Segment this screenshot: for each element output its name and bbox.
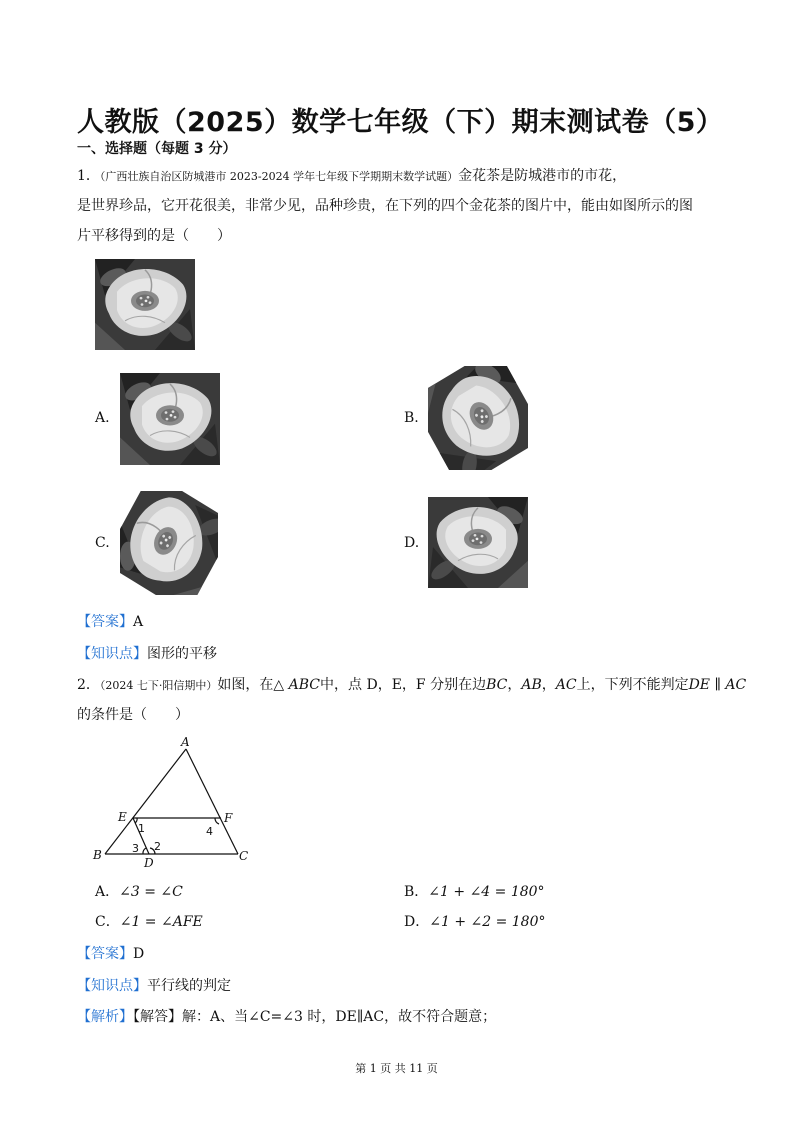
q2-option-a-label: A．: [95, 884, 120, 900]
angle-4-arc: [215, 818, 219, 824]
page-title: 人教版（2025）数学七年级（下）期末测试卷（5）: [77, 107, 724, 138]
q2-stem-text-b: 中，点 D，E，F 分别在边: [320, 677, 487, 693]
q2-option-a-text: ∠3 = ∠C: [119, 884, 183, 900]
q2-side-ac: AC: [555, 677, 577, 693]
point-d-label: D: [144, 856, 154, 870]
q2-number: 2．: [77, 677, 100, 693]
q1-option-d-image: [428, 497, 528, 588]
q2-option-a: [95, 882, 183, 902]
q1-knowledge: [77, 644, 217, 664]
q2-option-b: [404, 882, 545, 902]
section-heading: 一、选择题（每题 3 分）: [77, 141, 237, 157]
side-ab-line: [105, 749, 186, 854]
side-ac-line: [186, 749, 238, 854]
q1-option-a-image: [120, 373, 220, 465]
q2-option-c-label: C．: [95, 914, 120, 930]
q1-number: 1．: [77, 168, 100, 184]
q2-answer-value: D: [133, 946, 145, 962]
q2-option-c-text: ∠1 = ∠AFE: [119, 914, 203, 930]
q2-analysis-tag: 【解析】: [77, 1009, 133, 1025]
q2-analysis-text: 【解答】解：A、当∠C=∠3 时，DE∥AC，故不符合题意；: [133, 1009, 497, 1025]
q1-knowledge-value: 图形的平移: [147, 646, 217, 662]
q1-option-c-image: [120, 491, 218, 595]
angle-3-label: 3: [132, 842, 139, 855]
q2-answer-tag: 【答案】: [77, 946, 133, 962]
q1-answer-value: A: [133, 614, 144, 630]
point-f-label: F: [224, 811, 233, 825]
q1-knowledge-tag: 【知识点】: [77, 646, 147, 662]
q1-option-a-label: A.: [95, 410, 110, 426]
q2-triangle-figure: [88, 734, 258, 874]
q2-line1: [77, 675, 746, 696]
q2-stem-text-a: 如图，在: [217, 677, 274, 693]
q2-analysis: [77, 1007, 496, 1027]
q1-option-b-label: B.: [404, 410, 419, 426]
q1-stem-part1: 金花茶是防城港市的市花，: [458, 168, 627, 184]
vertex-c-label: C: [239, 849, 249, 863]
page-footer: 第 1 页 共 11 页: [355, 1062, 438, 1075]
q2-knowledge-tag: 【知识点】: [77, 978, 147, 994]
q1-line1: [77, 166, 626, 187]
q2-side-ab: AB: [521, 677, 542, 693]
vertex-b-label: B: [93, 848, 102, 862]
q2-side-bc: BC: [486, 677, 508, 693]
q2-knowledge: [77, 976, 231, 996]
q1-answer: [77, 612, 143, 632]
q2-stem-text-c: 上，下列不能判定: [576, 677, 689, 693]
angle-4-label: 4: [206, 825, 213, 838]
q1-stem-part3: 片平移得到的是（ ）: [77, 228, 231, 244]
q1-reference-flower-image: [95, 259, 195, 350]
q1-option-d-label: D.: [404, 535, 420, 551]
q2-triangle-abc: △ ABC: [273, 677, 321, 693]
q2-option-b-label: B．: [404, 884, 429, 900]
angle-2-label: 2: [154, 840, 161, 853]
angle-3-arc: [143, 848, 146, 854]
q2-comma-1: ，: [507, 677, 522, 693]
q2-option-b-text: ∠1 + ∠4 = 180°: [428, 884, 545, 900]
q2-option-d-label: D．: [404, 914, 430, 930]
vertex-a-label: A: [181, 735, 190, 749]
q2-source: （2024 七下·阳信期中）: [99, 679, 218, 692]
q1-source: （广西壮族自治区防城港市 2023-2024 学年七年级下学期期末数学试题）: [99, 170, 459, 183]
angle-1-arc: [135, 818, 137, 823]
q1-option-c-label: C.: [95, 535, 110, 551]
q2-option-d-text: ∠1 + ∠2 = 180°: [429, 914, 546, 930]
angle-1-label: 1: [138, 822, 145, 835]
q2-stem-line2: 的条件是（ ）: [77, 707, 189, 723]
q2-option-d: [404, 912, 546, 932]
q2-comma-2: ，: [541, 677, 556, 693]
q2-answer: [77, 944, 144, 964]
q2-de-parallel-ac: DE ∥ AC: [688, 677, 747, 693]
q2-option-c: [95, 912, 203, 932]
q1-stem-part2: 是世界珍品，它开花很美，非常少见，品种珍贵，在下列的四个金花茶的图片中，能由如图所示的图: [77, 198, 693, 214]
q1-option-b-image: [428, 366, 528, 470]
q2-knowledge-value: 平行线的判定: [147, 978, 231, 994]
point-e-label: E: [118, 810, 127, 824]
q1-answer-tag: 【答案】: [77, 614, 133, 630]
